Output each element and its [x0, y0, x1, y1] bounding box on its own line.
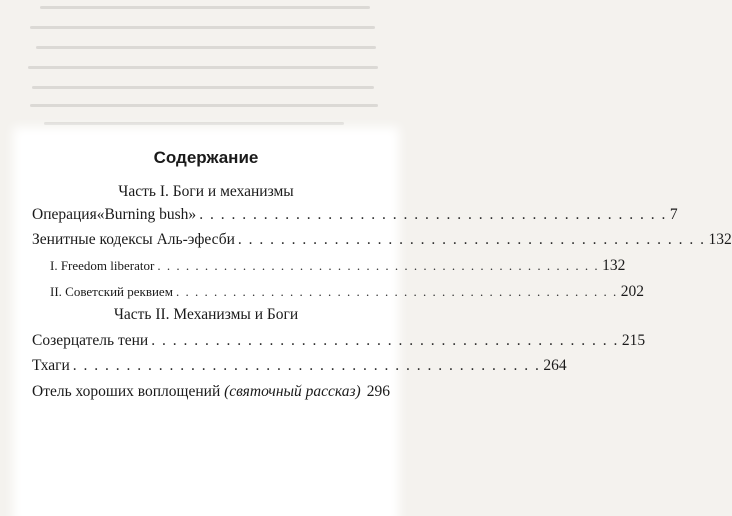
entry-title-subtitle: (святочный рассказ): [224, 383, 361, 400]
toc-subentry: II. Советский реквием . . . . . . . . . . . . . . . . . . . . . . . . . . . . . . . . . . . . . . . . . . . . . . . 202: [50, 283, 644, 300]
toc-entry: Зенитные кодексы Аль-эфесби . . . . . . . . . . . . . . . . . . . . . . . . . . . . . . . . . . . . . . . . . . . . 132: [32, 231, 732, 248]
entry-title: Зенитные кодексы Аль-эфесби: [32, 231, 235, 248]
entry-page-number: 215: [621, 332, 646, 349]
subentry-page-number: 202: [620, 283, 644, 300]
entry-page-number: 7: [669, 206, 678, 223]
entry-title: Созерцатель тени: [32, 332, 149, 349]
entry-title: Операция«Burning bush»: [32, 206, 197, 223]
entry-title: Тхаги: [32, 357, 70, 374]
subentry-title: I. Freedom liberator: [50, 258, 155, 273]
toc-entry: Тхаги . . . . . . . . . . . . . . . . . . . . . . . . . . . . . . . . . . . . . . . . . . . . 264: [32, 357, 567, 374]
entry-page-number: 132: [708, 231, 732, 248]
subentry-page-number: 132: [602, 257, 626, 274]
entry-title-main: Отель хороших воплощений: [32, 383, 221, 400]
subentry-title: II. Советский реквием: [50, 284, 173, 299]
entry-title: [32, 383, 361, 401]
toc-heading: Содержание: [153, 148, 259, 167]
entry-page-number: 296: [366, 383, 390, 400]
table-of-contents: [22, 136, 732, 516]
toc-subentry: I. Freedom liberator . . . . . . . . . . . . . . . . . . . . . . . . . . . . . . . . . . . . . . . . . . . . . . . 132: [50, 257, 626, 274]
part-1-title: Часть I. Боги и механизмы: [118, 183, 294, 200]
part-2-title: Часть II. Механизмы и Боги: [113, 306, 299, 323]
toc-entry: [32, 383, 390, 401]
toc-entry: Созерцатель тени . . . . . . . . . . . . . . . . . . . . . . . . . . . . . . . . . . . . . . . . . . . . 215: [32, 332, 646, 349]
entry-page-number: 264: [543, 357, 567, 374]
toc-entry: Операция«Burning bush» . . . . . . . . . . . . . . . . . . . . . . . . . . . . . . . . . . . . . . . . . . . . 7: [32, 206, 678, 223]
